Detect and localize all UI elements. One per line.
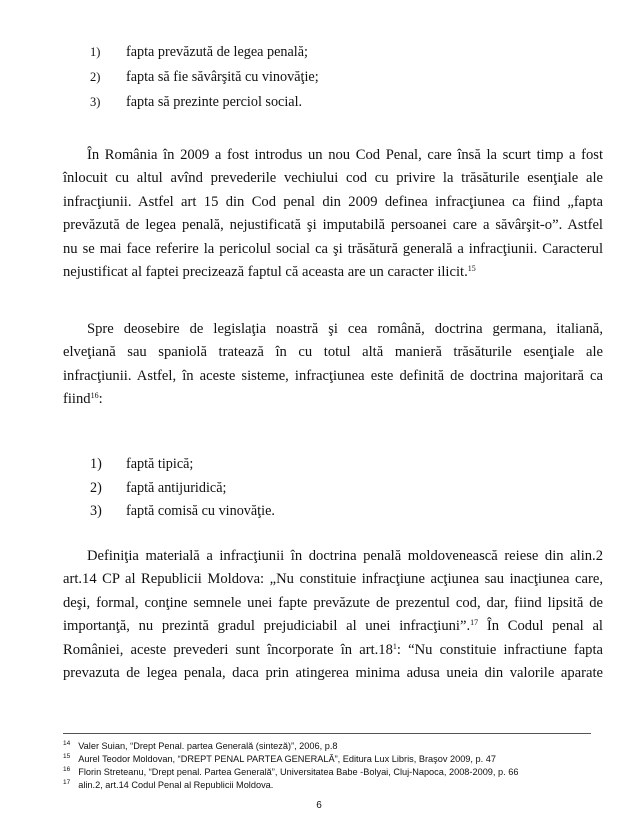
list-number: 1) bbox=[90, 456, 102, 472]
paragraph bbox=[63, 318, 603, 412]
footnote-ref: 15 bbox=[467, 263, 476, 273]
footnote bbox=[63, 754, 496, 764]
footnote-ref: 17 bbox=[470, 618, 479, 628]
paragraph-line: infracţiunii. Astfel, în aceste sisteme, infracţiunea este definită de doctrina majoritară ca bbox=[63, 367, 603, 384]
footnote-text: alin.2, art.14 Codul Penal al Republicii Moldova. bbox=[78, 780, 274, 790]
paragraph-line: art.14 CP al Republicii Moldova: „Nu constituie infracţiune acţiunea sau inacţiunea care, bbox=[63, 571, 603, 588]
footnote-number: 16 bbox=[63, 766, 71, 773]
paragraph-line: prevăzută de legea penală, nejustificată şi imputabilă persoanei care a săvârşit-o”. Astfel bbox=[63, 217, 603, 234]
list-text: faptă comisă cu vinovăţie. bbox=[126, 503, 275, 519]
list-text: fapta prevăzută de legea penală; bbox=[126, 44, 308, 60]
list-number: 3) bbox=[90, 503, 102, 519]
paragraph-line: deşi, formal, conţine semnele unei fapte prevăzute de prezentul cod, dar, fiind lipsită de bbox=[63, 594, 603, 611]
article-superscript: 1 bbox=[392, 641, 397, 651]
paragraph-line bbox=[63, 639, 603, 662]
paragraph-line: Spre deosebire de legislaţia noastră şi cea română, doctrina germana, italiană, bbox=[87, 321, 603, 337]
list-text: fapta să fie săvârşită cu vinovăţie; bbox=[126, 69, 319, 85]
list-number: 2) bbox=[90, 70, 101, 84]
paragraph-line: prevazuta de legea penala, daca prin atingerea minima adusa uneia din valorile aparate bbox=[63, 664, 603, 681]
list-number: 1) bbox=[90, 45, 101, 59]
footnote-ref: 16 bbox=[90, 391, 99, 401]
paragraph-line: În România în 2009 a fost introdus un nou Cod Penal, care însă la scurt timp a fost bbox=[87, 147, 603, 163]
list-text: faptă antijuridică; bbox=[126, 480, 227, 496]
footnote bbox=[63, 767, 518, 777]
paragraph-line-text: fiind bbox=[63, 391, 91, 408]
paragraph-line bbox=[63, 261, 603, 284]
footnote bbox=[63, 741, 338, 751]
paragraph-line: nu se mai face referire la pericolul social ca şi trăsătură generală a infracţiunii. Caracterul bbox=[63, 240, 603, 257]
footnote-number: 17 bbox=[63, 779, 71, 786]
footnote-text: Florin Streteanu, “Drept penal. Partea Generală”, Universitatea Babe -Bolyai, Cluj-Napoca, 2008-2009, p. 66 bbox=[78, 767, 519, 777]
paragraph-line-text: : “Nu constituie infractiune fapta bbox=[396, 641, 604, 658]
list-text: fapta să prezinte perciol social. bbox=[126, 94, 303, 110]
list-text: faptă tipică; bbox=[126, 456, 194, 472]
paragraph-line-text: României, aceste prevederi sunt încorporate în art.18 bbox=[63, 641, 393, 658]
paragraph-line-text: În Codul penal al bbox=[478, 618, 603, 635]
footnote-separator bbox=[63, 733, 591, 734]
paragraph-line bbox=[63, 615, 603, 638]
footnote-text: Valer Suian, “Drept Penal. partea Generală (sinteză)”, 2006, p.8 bbox=[78, 741, 338, 751]
paragraph-line-tail: : bbox=[98, 391, 103, 408]
list-number: 2) bbox=[90, 480, 102, 496]
footnote-text: Aurel Teodor Moldovan, “DREPT PENAL PARTEA GENERALĂ”, Editura Lux Libris, Braşov 2009, p. 47 bbox=[78, 754, 496, 764]
paragraph-line bbox=[63, 388, 603, 411]
paragraph bbox=[63, 545, 603, 685]
list-number: 3) bbox=[90, 95, 101, 109]
paragraph-line-text: nejustificat al faptei precizează faptul că aceasta are un caracter ilicit. bbox=[63, 263, 468, 280]
paragraph-line-text: importanţă, nu prezintă gradul prejudiciabil al unei infracţiuni”. bbox=[63, 618, 471, 635]
paragraph-line: infracţiunii. Astfel art 15 din Cod penal din 2009 definea infracţiunea ca fiind „fapta bbox=[63, 193, 603, 210]
footnote-number: 15 bbox=[63, 753, 71, 760]
paragraph-line: înlocuit cu altul avînd prevederile vechiului cod cu privire la trăsăturile esenţiale ale bbox=[63, 170, 603, 187]
paragraph-line: Definiţia materială a infracţiunii în doctrina penală moldovenească reiese din alin.2 bbox=[87, 548, 603, 564]
footnote-number: 14 bbox=[63, 740, 71, 747]
page-number: 6 bbox=[316, 800, 322, 811]
paragraph-line: elveţiană sau spaniolă tratează în cu totul altă manieră trăsăturile esenţiale ale bbox=[63, 344, 603, 361]
footnote bbox=[63, 780, 273, 790]
paragraph bbox=[63, 144, 603, 284]
